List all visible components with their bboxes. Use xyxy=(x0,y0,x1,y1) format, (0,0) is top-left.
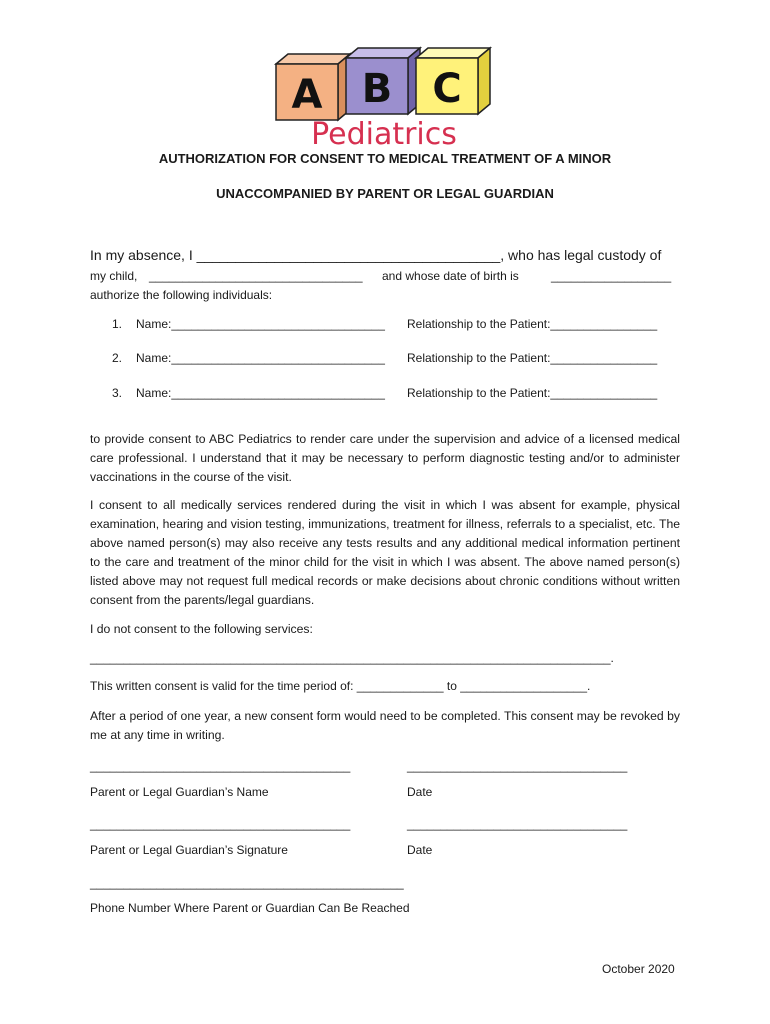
phone-number-label: Phone Number Where Parent or Guardian Can Be Reached xyxy=(90,901,410,915)
relationship-field[interactable]: Relationship to the Patient:________________ xyxy=(407,317,658,331)
list-number: 2. xyxy=(112,351,123,365)
no-consent-label: I do not consent to the following services: xyxy=(90,622,313,636)
abc-pediatrics-logo xyxy=(272,46,496,152)
individual-name-field[interactable]: Name:________________________________ xyxy=(136,317,385,331)
svg-text:C: C xyxy=(432,66,462,112)
list-number: 3. xyxy=(112,386,123,400)
validity-period-line[interactable]: This written consent is valid for the time period of: _____________ to ___________________. xyxy=(90,679,591,693)
relationship-field[interactable]: Relationship to the Patient:________________ xyxy=(407,386,658,400)
svg-text:A: A xyxy=(291,72,323,118)
consent-paragraph-1: to provide consent to ABC Pediatrics to render care under the supervision and advice of a licensed medical care professional. I understand that it may be necessary to perform diagnostic testing and/or to administer vaccinations in the course of the visit. xyxy=(90,432,680,484)
guardian-name-label: Parent or Legal Guardian’s Name xyxy=(90,785,269,799)
dob-blank[interactable]: __________________ xyxy=(551,269,672,283)
consent-paragraph-2: I consent to all medically services rendered during the visit in which I was absent for example, physical examination, hearing and vision testing, immunizations, treatment for illness, referrals to a specialist, etc. The above named person(s) may also receive any tests results and any additional medical information pertinent to the care and treatment of the minor child for the visit in which I was absent. The above named person(s) listed above may not request full medical records or make decisions about chronic conditions without written consent from the parents/legal guardians. xyxy=(90,498,680,607)
revocation-paragraph: After a period of one year, a new consent form would need to be completed. This consent may be revoked by me at any time in writing. xyxy=(90,709,680,742)
block-c-icon xyxy=(416,48,490,114)
guardian-signature-label: Parent or Legal Guardian’s Signature xyxy=(90,843,288,857)
logo-wordmark: Pediatrics xyxy=(311,117,457,152)
list-number: 1. xyxy=(112,317,123,331)
relationship-field[interactable]: Relationship to the Patient:________________ xyxy=(407,351,658,365)
individual-name-field[interactable]: Name:________________________________ xyxy=(136,351,385,365)
dob-label: and whose date of birth is xyxy=(382,269,519,283)
form-title-line-1: AUTHORIZATION FOR CONSENT TO MEDICAL TREATMENT OF A MINOR xyxy=(158,151,612,166)
block-b-icon xyxy=(346,48,420,114)
date-blank-2[interactable]: _________________________________ xyxy=(407,817,628,831)
individual-name-field[interactable]: Name:________________________________ xyxy=(136,386,385,400)
form-title-line-2: UNACCOMPANIED BY PARENT OR LEGAL GUARDIAN xyxy=(216,186,554,201)
date-label-1: Date xyxy=(407,785,433,799)
child-name-blank[interactable]: ________________________________ xyxy=(149,269,363,283)
guardian-signature-blank[interactable]: _______________________________________ xyxy=(90,817,351,831)
intro-child-label: my child, xyxy=(90,269,138,283)
date-blank-1[interactable]: _________________________________ xyxy=(407,759,628,773)
revision-date: October 2020 xyxy=(602,962,675,976)
phone-number-blank[interactable]: _______________________________________________ xyxy=(90,876,404,890)
intro-line-3: authorize the following individuals: xyxy=(90,288,273,302)
guardian-name-blank[interactable]: _______________________________________ xyxy=(90,759,351,773)
svg-text:B: B xyxy=(361,66,393,112)
no-consent-services-blank[interactable]: ______________________________________________________________________________. xyxy=(90,651,614,665)
block-a-icon xyxy=(276,54,350,120)
intro-line-1: In my absence, I _______________________________________, who has legal custody of xyxy=(90,247,662,263)
date-label-2: Date xyxy=(407,843,433,857)
